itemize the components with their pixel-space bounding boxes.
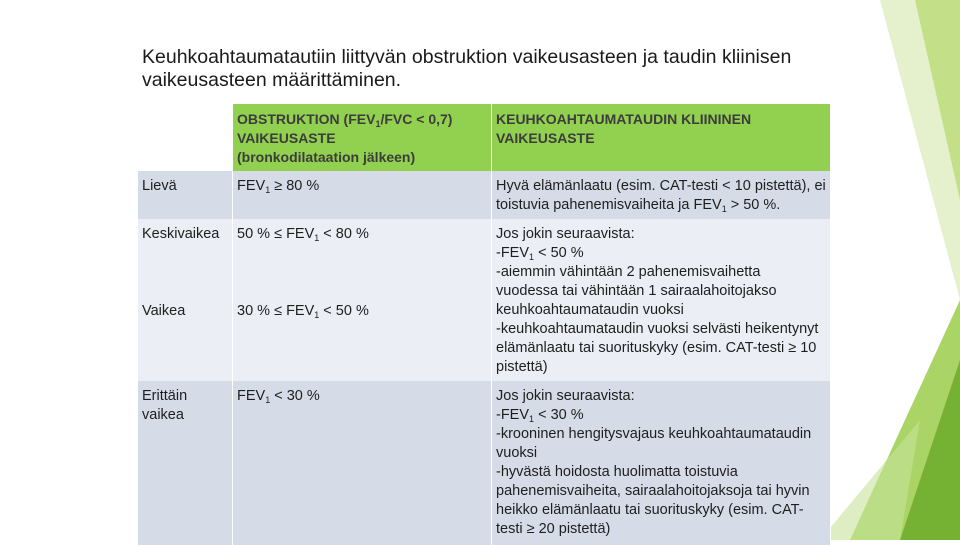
header-obstruction: OBSTRUKTION ($FEV_1$/FVC < 0,7) VAIKEUSASTE (bronkodilataation jälkeen) [233, 104, 492, 171]
row-label-mild: Lievä [138, 171, 233, 219]
table-header-row [138, 104, 831, 171]
severity-table [137, 104, 831, 545]
clinical-very-severe: Jos jokin seuraavista: $-FEV_1 < 30$ % -krooninen hengitysvajaus keuhkoahtaumataudin vuoksi -hyvästä hoidosta huolimatta toistuvia pahenemisvaiheita, sairaalahoitojaksoja tai hyvin heikko elämänlaatu tai suorituskyky (esim. CAT-testi ≥ 20 pistettä) [492, 381, 831, 545]
table-row-moderate-severe [138, 219, 831, 381]
clinical-mild: Hyvä elämänlaatu (esim. CAT-testi < 10 pistettä), ei toistuvia pahenemisvaiheita ja $FEV_1 > 50$ %. [492, 171, 831, 219]
table-row-mild [138, 171, 831, 219]
row-labels-moderate-severe [138, 219, 233, 381]
slide-title: Keuhkoahtaumatautiin liittyvän obstruktion vaikeusasteen ja taudin kliinisen vaikeusasteen määrittäminen. [142, 46, 792, 91]
table-row-very-severe [138, 381, 831, 545]
fev-moderate-severe [233, 219, 492, 381]
row-label-very-severe: Erittäin vaikea [138, 381, 233, 545]
row-label-severe: Vaikea [142, 303, 186, 319]
fev-mild: $FEV_1 \ge 80$ % [233, 171, 492, 219]
fev-severe: 30 % ≤ $FEV_1 < 50$ % [237, 303, 369, 320]
header-empty-cell [138, 104, 233, 171]
fev-moderate: 50 % ≤ $FEV_1 < 80$ % [237, 226, 369, 243]
row-label-moderate: Keskivaikea [142, 226, 220, 242]
clinical-moderate-severe: Jos jokin seuraavista: $-FEV_1 < 50$ % -aiemmin vähintään 2 pahenemisvaihetta vuodessa tai vähintään 1 sairaalahoitojakso keuhkoahtaumataudin vuoksi -keuhkoahtaumataudin vuoksi selvästi heikentynyt elämänlaatu tai suorituskyky (esim. CAT-testi ≥ 10 pistettä) [492, 219, 831, 381]
fev-very-severe: $FEV_1 < 30$ % [233, 381, 492, 545]
header-clinical: KEUHKOAHTAUMATAUDIN KLIININEN VAIKEUSASTE [492, 104, 831, 171]
